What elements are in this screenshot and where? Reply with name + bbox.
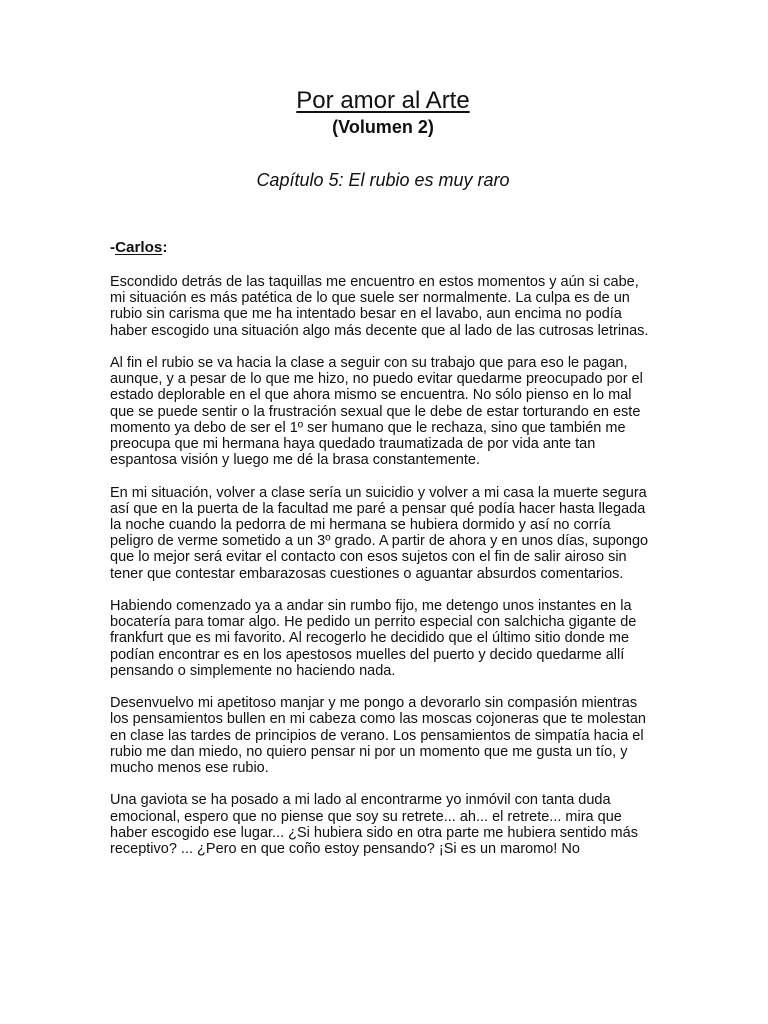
volume-subtitle: (Volumen 2) [332, 117, 434, 137]
speaker-suffix: : [162, 239, 168, 256]
chapter-heading: Capítulo 5: El rubio es muy raro [256, 170, 510, 190]
paragraph: Una gaviota se ha posado a mi lado al encontrarme yo inmóvil con tanta duda emocional, espero que no piense que soy su retrete... ah... el retrete... mira que haber escogido ese lugar... ¿Si hubiera sido en otra parte me hubiera sentido más receptivo? ... ¿Pero en que coño estoy pensando? ¡Si es un maromo! No [110, 792, 638, 858]
body-text [110, 274, 656, 857]
paragraph: Desenvuelvo mi apetitoso manjar y me pongo a devorarlo sin compasión mientras los pensamientos bullen en mi cabeza como las moscas cojoneras que te molestan en clase las tardes de principios de verano. Los pensamientos de simpatía hacia el rubio me dan miedo, no quiero pensar ni por un momento que me gusta un tío, y mucho menos ese rubio. [110, 695, 646, 777]
speaker-prefix: - [110, 239, 116, 256]
paragraph: Escondido detrás de las taquillas me encuentro en estos momentos y aún si cabe, mi situación es más patética de lo que suele ser normalmente. La culpa es de un rubio sin carisma que me ha intentado besar en el lavabo, aun encima no podía haber escogido una situación algo más decente que al lado de las cutrosas letrinas. [110, 274, 649, 339]
paragraph: Habiendo comenzado ya a andar sin rumbo fijo, me detengo unos instantes en la bocatería para tomar algo. He pedido un perrito especial con salchicha gigante de frankfurt que es mi favorito. Al recogerlo he decidido que el último sitio donde me podían encontrar es en los apestosos muelles del puerto y decido quedarme allí pensando o simplemente no haciendo nada. [110, 598, 637, 679]
speaker-name: Carlos [115, 239, 163, 256]
document-page [110, 86, 656, 873]
document-title: Por amor al Arte [296, 87, 470, 114]
paragraph: Al fin el rubio se va hacia la clase a seguir con su trabajo que para eso le pagan, aunque, y a pesar de lo que me hizo, no puedo evitar quedarme preocupado por el estado deplorable en el que ahora mismo se encuentra. No sólo pienso en lo mal que se puede sentir o la frustración sexual que le debe de estar torturando en este momento ya debo de ser el 1º ser humano que le rechaza, sino que también me preocupa que mi hermana haya quedado traumatizada de por vida ante tan espantosa visión y luego me dé la brasa constantemente. [110, 355, 643, 469]
speaker-label [110, 238, 656, 258]
paragraph: En mi situación, volver a clase sería un suicidio y volver a mi casa la muerte segura así que en la puerta de la facultad me paré a pensar qué podía hacer hasta llegada la noche cuando la pedorra de mi hermana se hubiera dormido y así no corría peligro de verme sometido a un 3º grado. A partir de ahora y en unos días, supongo que lo mejor será evitar el contacto con esos sujetos con el fin de salir airoso sin tener que contestar embarazosas cuestiones o aguantar absurdos comentarios. [110, 484, 649, 582]
